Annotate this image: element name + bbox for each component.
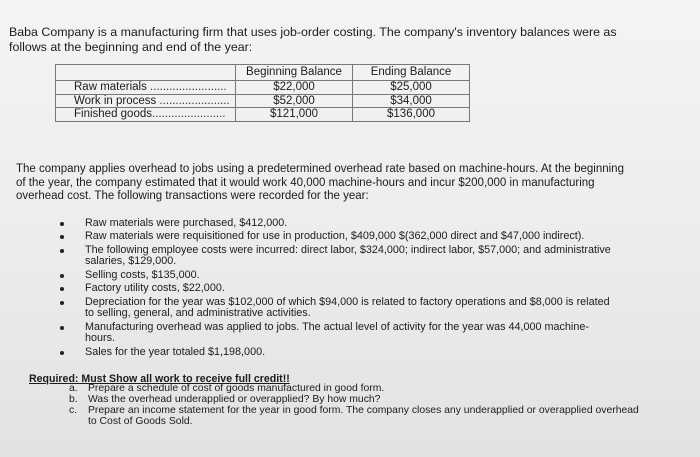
- item-text: Prepare a schedule of cost of goods manufactured in good form.: [88, 383, 385, 394]
- table-header-row: [56, 65, 470, 81]
- header-beginning-balance: Beginning Balance: [236, 65, 353, 81]
- leader-dots: ......................: [156, 94, 230, 107]
- bullet-icon: [60, 287, 64, 291]
- list-item: [58, 297, 618, 320]
- list-item: [58, 231, 618, 243]
- item-letter: b.: [69, 394, 78, 406]
- leader-dots: .......................: [152, 108, 226, 120]
- beginning-value: $22,000: [236, 81, 353, 95]
- list-item: [65, 395, 645, 406]
- list-item: [65, 406, 645, 427]
- header-ending-balance: Ending Balance: [353, 65, 470, 81]
- item-text: Prepare an income statement for the year in good form. The company closes any underapplied or overapplied overhead to Cost of Goods Sold.: [88, 405, 639, 427]
- transaction-text: Depreciation for the year was $102,000 of which $94,000 is related to factory operations and $8,000 is related to selling, general, and administrative activities.: [85, 295, 610, 320]
- bullet-icon: [60, 235, 64, 239]
- bullet-icon: [60, 274, 64, 278]
- ending-value: $25,000: [353, 81, 470, 95]
- table-row: [56, 81, 470, 95]
- bullet-icon: [60, 351, 64, 355]
- row-label-text: Finished goods: [74, 108, 152, 120]
- bullet-icon: [60, 249, 64, 253]
- bullet-icon: [60, 301, 64, 305]
- row-label: [56, 94, 236, 108]
- overhead-paragraph: The company applies overhead to jobs using a predetermined overhead rate based on machine-hours. At the beginning of the year, the company estimated that it would work 40,000 machine-hours and incur $200,000 in manufacturing overhead cost. The following transactions were recorded for the year:: [16, 163, 624, 203]
- transaction-text: Sales for the year totaled $1,198,000.: [85, 345, 266, 358]
- table-row: [56, 108, 470, 122]
- table-row: [56, 94, 470, 108]
- item-text: Was the overhead underapplied or overapplied? By how much?: [88, 394, 381, 406]
- ending-value: $136,000: [353, 108, 470, 122]
- transaction-list: [58, 218, 618, 360]
- list-item: [58, 347, 618, 359]
- item-letter: c.: [69, 405, 78, 417]
- beginning-value: $52,000: [236, 94, 353, 108]
- row-label: [56, 108, 236, 122]
- beginning-value: $121,000: [236, 108, 353, 122]
- list-item: [58, 245, 618, 268]
- bullet-icon: [60, 222, 64, 226]
- leader-dots: ........................: [146, 81, 227, 93]
- transaction-text: Manufacturing overhead was applied to jobs. The actual level of activity for the year was 44,000 machine-hours.: [85, 320, 589, 345]
- row-label-text: Raw materials: [74, 81, 147, 93]
- table-header-blank: [56, 65, 236, 81]
- list-item: [58, 218, 618, 230]
- inventory-table: [55, 64, 470, 122]
- transaction-text: The following employee costs were incurred: direct labor, $324,000; indirect labor, $57,000; and administrative salaries, $129,000.: [85, 243, 611, 268]
- bullet-icon: [60, 326, 64, 330]
- required-heading: Required: Must Show all work to receive full credit!!: [29, 373, 290, 385]
- transaction-text: Raw materials were purchased, $412,000.: [85, 217, 288, 229]
- transaction-text: Selling costs, $135,000.: [85, 268, 200, 281]
- intro-text: Baba Company is a manufacturing firm that uses job-order costing. The company's inventory balances were as follows at the beginning and end of the year:: [9, 25, 617, 54]
- list-item: [58, 322, 618, 345]
- transaction-text: Factory utility costs, $22,000.: [85, 282, 225, 295]
- row-label-text: Work in process: [74, 94, 157, 107]
- item-letter: a.: [69, 383, 78, 394]
- list-item: [65, 384, 645, 395]
- row-label: [56, 81, 236, 95]
- transaction-text: Raw materials were requisitioned for use in production, $409,000 $(362,000 direct and $47,000 indirect).: [85, 230, 585, 243]
- required-list: [65, 384, 645, 428]
- list-item: [58, 270, 618, 282]
- ending-value: $34,000: [353, 94, 470, 108]
- list-item: [58, 283, 618, 295]
